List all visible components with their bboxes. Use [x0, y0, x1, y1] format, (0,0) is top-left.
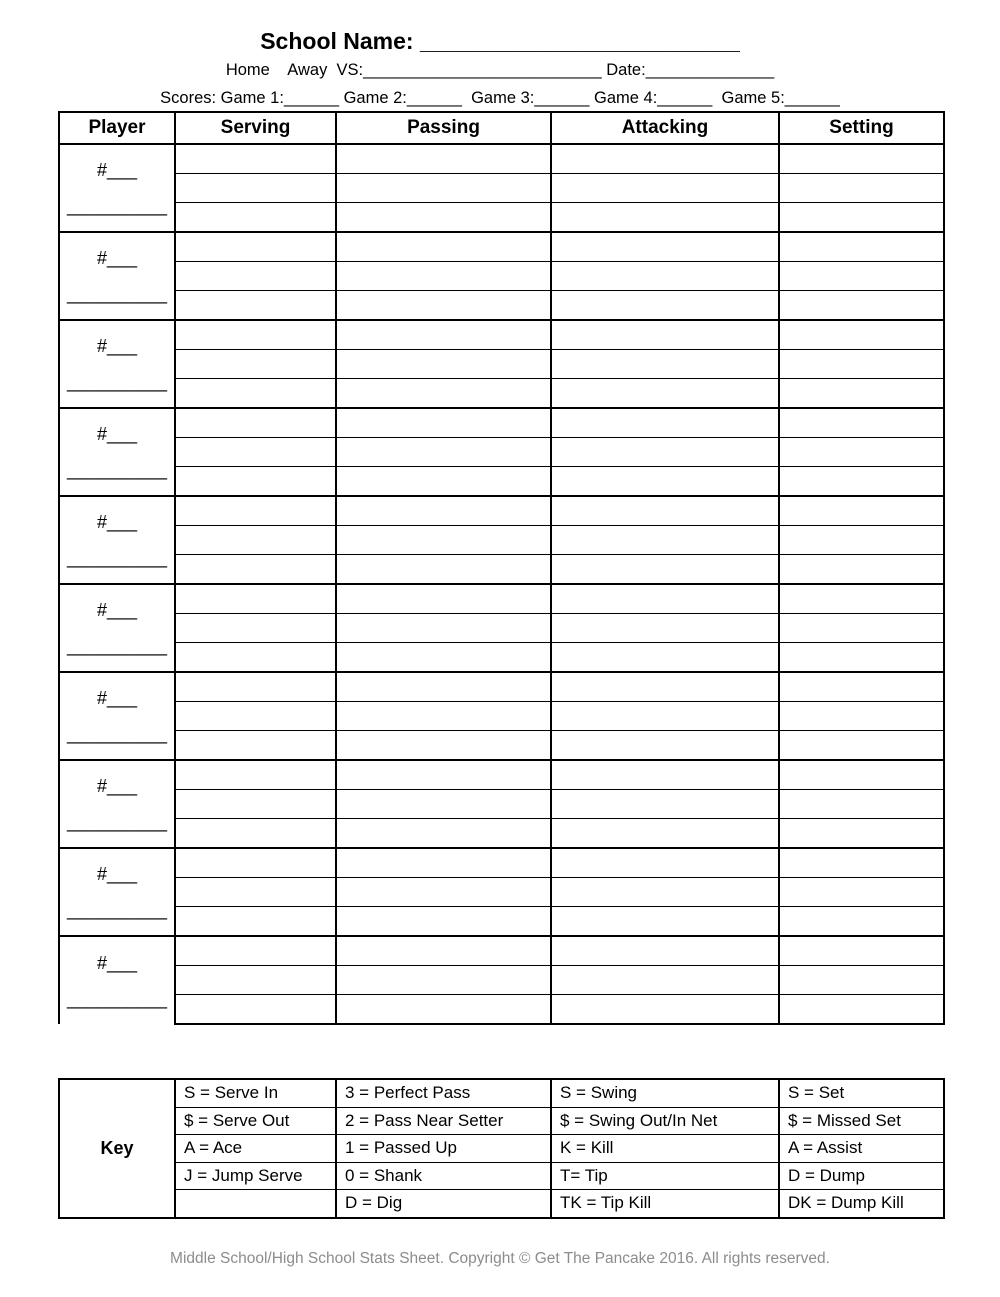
serving-entry-cell[interactable] [175, 878, 336, 907]
setting-entry-cell[interactable] [779, 995, 944, 1025]
attacking-entry-cell[interactable] [551, 379, 779, 409]
serving-entry-cell[interactable] [175, 643, 336, 673]
setting-entry-cell[interactable] [779, 760, 944, 790]
attacking-entry-cell[interactable] [551, 320, 779, 350]
player-name-blank[interactable]: __________ [66, 988, 168, 1009]
player-cell[interactable] [59, 320, 175, 408]
passing-entry-cell[interactable] [336, 702, 551, 731]
setting-entry-cell[interactable] [779, 262, 944, 291]
column-header-attacking: Attacking [551, 112, 779, 144]
setting-entry-cell[interactable] [779, 350, 944, 379]
stat-row [59, 203, 944, 233]
player-number-blank[interactable]: #___ [96, 512, 138, 532]
serving-entry-cell[interactable] [175, 760, 336, 790]
passing-entry-cell[interactable] [336, 672, 551, 702]
key-table [58, 1078, 945, 1219]
attacking-entry-cell[interactable] [551, 702, 779, 731]
passing-entry-cell[interactable] [336, 496, 551, 526]
key-passing-entry: 1 = Passed Up [336, 1135, 551, 1163]
setting-entry-cell[interactable] [779, 467, 944, 497]
setting-entry-cell[interactable] [779, 790, 944, 819]
player-number-blank[interactable]: #___ [96, 424, 138, 444]
serving-entry-cell[interactable] [175, 467, 336, 497]
player-number-blank[interactable]: #___ [96, 336, 138, 356]
passing-entry-cell[interactable] [336, 379, 551, 409]
player-number-blank[interactable]: #___ [96, 688, 138, 708]
player-cell[interactable] [59, 760, 175, 848]
serving-entry-cell[interactable] [175, 320, 336, 350]
stat-row [59, 936, 944, 966]
stat-row [59, 291, 944, 321]
setting-entry-cell[interactable] [779, 907, 944, 937]
passing-entry-cell[interactable] [336, 438, 551, 467]
attacking-entry-cell[interactable] [551, 203, 779, 233]
attacking-entry-cell[interactable] [551, 731, 779, 761]
key-setting-entry: A = Assist [779, 1135, 944, 1163]
key-attacking-entry: S = Swing [551, 1079, 779, 1107]
setting-entry-cell[interactable] [779, 702, 944, 731]
setting-entry-cell[interactable] [779, 408, 944, 438]
attacking-entry-cell[interactable] [551, 966, 779, 995]
stat-row [59, 760, 944, 790]
player-cell[interactable] [59, 408, 175, 496]
player-name-blank[interactable]: __________ [66, 812, 168, 832]
setting-entry-cell[interactable] [779, 848, 944, 878]
key-attacking-entry: TK = Tip Kill [551, 1190, 779, 1218]
serving-entry-cell[interactable] [175, 584, 336, 614]
attacking-entry-cell[interactable] [551, 262, 779, 291]
serving-entry-cell[interactable] [175, 614, 336, 643]
serving-entry-cell[interactable] [175, 995, 336, 1025]
stat-row [59, 614, 944, 643]
key-setting-entry: D = Dump [779, 1162, 944, 1190]
key-passing-entry: 0 = Shank [336, 1162, 551, 1190]
setting-entry-cell[interactable] [779, 174, 944, 203]
stat-row [59, 790, 944, 819]
serving-entry-cell[interactable] [175, 966, 336, 995]
setting-entry-cell[interactable] [779, 614, 944, 643]
home-away-date-line: Home Away VS:__________________________ Date:______________ [225, 61, 775, 79]
serving-entry-cell[interactable] [175, 232, 336, 262]
serving-entry-cell[interactable] [175, 702, 336, 731]
passing-entry-cell[interactable] [336, 467, 551, 497]
key-row [59, 1079, 944, 1107]
setting-entry-cell[interactable] [779, 496, 944, 526]
serving-entry-cell[interactable] [175, 936, 336, 966]
stat-row [59, 731, 944, 761]
passing-entry-cell[interactable] [336, 819, 551, 849]
key-serving-entry: S = Serve In [175, 1079, 336, 1107]
passing-entry-cell[interactable] [336, 174, 551, 203]
stat-row [59, 262, 944, 291]
passing-entry-cell[interactable] [336, 291, 551, 321]
passing-entry-cell[interactable] [336, 848, 551, 878]
player-cell[interactable] [59, 232, 175, 320]
key-serving-entry: A = Ace [175, 1135, 336, 1163]
serving-entry-cell[interactable] [175, 790, 336, 819]
setting-entry-cell[interactable] [779, 555, 944, 585]
game-scores-line: Scores: Game 1:______ Game 2:______ Game 3:______ Game 4:______ Game 5:______ [160, 89, 840, 107]
player-cell[interactable] [59, 584, 175, 672]
serving-entry-cell[interactable] [175, 526, 336, 555]
attacking-entry-cell[interactable] [551, 848, 779, 878]
attacking-entry-cell[interactable] [551, 232, 779, 262]
stat-row [59, 966, 944, 995]
serving-entry-cell[interactable] [175, 379, 336, 409]
player-name-blank[interactable]: __________ [66, 724, 168, 744]
attacking-entry-cell[interactable] [551, 995, 779, 1025]
key-attacking-entry: $ = Swing Out/In Net [551, 1107, 779, 1135]
key-row [59, 1107, 944, 1135]
key-attacking-entry: T= Tip [551, 1162, 779, 1190]
key-label: Key [59, 1079, 175, 1218]
passing-entry-cell[interactable] [336, 144, 551, 174]
setting-entry-cell[interactable] [779, 584, 944, 614]
passing-entry-cell[interactable] [336, 731, 551, 761]
attacking-entry-cell[interactable] [551, 291, 779, 321]
passing-entry-cell[interactable] [336, 614, 551, 643]
setting-entry-cell[interactable] [779, 438, 944, 467]
attacking-entry-cell[interactable] [551, 144, 779, 174]
passing-entry-cell[interactable] [336, 526, 551, 555]
key-row [59, 1135, 944, 1163]
player-cell[interactable] [59, 936, 175, 1024]
setting-entry-cell[interactable] [779, 966, 944, 995]
passing-entry-cell[interactable] [336, 643, 551, 673]
player-number-blank[interactable]: #___ [96, 776, 138, 796]
player-name-blank[interactable]: __________ [66, 284, 168, 304]
serving-entry-cell[interactable] [175, 672, 336, 702]
key-serving-entry: J = Jump Serve [175, 1162, 336, 1190]
stat-row [59, 438, 944, 467]
player-name-blank[interactable]: __________ [66, 900, 168, 920]
player-number-blank[interactable]: #___ [96, 864, 138, 884]
serving-entry-cell[interactable] [175, 438, 336, 467]
stat-row [59, 584, 944, 614]
player-number-blank[interactable]: #___ [96, 160, 138, 180]
stats-header-row [59, 112, 944, 144]
column-header-player: Player [59, 112, 175, 144]
setting-entry-cell[interactable] [779, 672, 944, 702]
school-name-title: School Name: _________________________ [260, 28, 740, 54]
player-name-blank[interactable]: __________ [66, 548, 168, 568]
setting-entry-cell[interactable] [779, 936, 944, 966]
attacking-entry-cell[interactable] [551, 526, 779, 555]
stat-row [59, 496, 944, 526]
key-passing-entry: 2 = Pass Near Setter [336, 1107, 551, 1135]
attacking-entry-cell[interactable] [551, 672, 779, 702]
stat-row [59, 643, 944, 673]
serving-entry-cell[interactable] [175, 350, 336, 379]
player-cell[interactable] [59, 672, 175, 760]
passing-entry-cell[interactable] [336, 790, 551, 819]
attacking-entry-cell[interactable] [551, 790, 779, 819]
serving-entry-cell[interactable] [175, 819, 336, 849]
stat-row [59, 878, 944, 907]
serving-entry-cell[interactable] [175, 144, 336, 174]
player-name-blank[interactable]: __________ [66, 372, 168, 392]
player-name-blank[interactable]: __________ [66, 196, 168, 216]
stat-row [59, 320, 944, 350]
serving-entry-cell[interactable] [175, 203, 336, 233]
attacking-entry-cell[interactable] [551, 496, 779, 526]
passing-entry-cell[interactable] [336, 203, 551, 233]
serving-entry-cell[interactable] [175, 555, 336, 585]
attacking-entry-cell[interactable] [551, 438, 779, 467]
stats-body [59, 144, 944, 1024]
setting-entry-cell[interactable] [779, 291, 944, 321]
stat-row [59, 144, 944, 174]
stat-row [59, 907, 944, 937]
serving-entry-cell[interactable] [175, 907, 336, 937]
attacking-entry-cell[interactable] [551, 350, 779, 379]
passing-entry-cell[interactable] [336, 907, 551, 937]
setting-entry-cell[interactable] [779, 731, 944, 761]
stat-row [59, 350, 944, 379]
setting-entry-cell[interactable] [779, 203, 944, 233]
passing-entry-cell[interactable] [336, 320, 551, 350]
setting-entry-cell[interactable] [779, 320, 944, 350]
stat-row [59, 702, 944, 731]
player-number-blank[interactable]: #___ [96, 952, 138, 973]
passing-entry-cell[interactable] [336, 760, 551, 790]
key-attacking-entry: K = Kill [551, 1135, 779, 1163]
serving-entry-cell[interactable] [175, 291, 336, 321]
key-serving-entry [175, 1190, 336, 1218]
setting-entry-cell[interactable] [779, 379, 944, 409]
player-cell[interactable] [59, 144, 175, 232]
player-cell[interactable] [59, 848, 175, 936]
serving-entry-cell[interactable] [175, 174, 336, 203]
stat-row [59, 467, 944, 497]
passing-entry-cell[interactable] [336, 936, 551, 966]
attacking-entry-cell[interactable] [551, 555, 779, 585]
attacking-entry-cell[interactable] [551, 614, 779, 643]
attacking-entry-cell[interactable] [551, 408, 779, 438]
player-name-blank[interactable]: __________ [66, 636, 168, 656]
player-number-blank[interactable]: #___ [96, 248, 138, 268]
stat-row [59, 848, 944, 878]
key-setting-entry: S = Set [779, 1079, 944, 1107]
attacking-entry-cell[interactable] [551, 936, 779, 966]
passing-entry-cell[interactable] [336, 995, 551, 1025]
key-setting-entry: DK = Dump Kill [779, 1190, 944, 1218]
key-row [59, 1190, 944, 1218]
player-cell[interactable] [59, 496, 175, 584]
column-header-passing: Passing [336, 112, 551, 144]
attacking-entry-cell[interactable] [551, 819, 779, 849]
stat-row [59, 555, 944, 585]
passing-entry-cell[interactable] [336, 232, 551, 262]
passing-entry-cell[interactable] [336, 350, 551, 379]
key-passing-entry: D = Dig [336, 1190, 551, 1218]
passing-entry-cell[interactable] [336, 584, 551, 614]
column-header-setting: Setting [779, 112, 944, 144]
stat-row [59, 379, 944, 409]
key-serving-entry: $ = Serve Out [175, 1107, 336, 1135]
attacking-entry-cell[interactable] [551, 878, 779, 907]
copyright-footer: Middle School/High School Stats Sheet. Copyright © Get The Pancake 2016. All rights reserved. [170, 1250, 830, 1267]
player-name-blank[interactable]: __________ [66, 460, 168, 480]
stats-table [58, 111, 945, 1025]
column-header-serving: Serving [175, 112, 336, 144]
stat-row [59, 672, 944, 702]
stat-row [59, 995, 944, 1025]
attacking-entry-cell[interactable] [551, 643, 779, 673]
passing-entry-cell[interactable] [336, 878, 551, 907]
stat-row [59, 526, 944, 555]
stat-row [59, 174, 944, 203]
setting-entry-cell[interactable] [779, 643, 944, 673]
passing-entry-cell[interactable] [336, 966, 551, 995]
serving-entry-cell[interactable] [175, 496, 336, 526]
stat-row [59, 819, 944, 849]
setting-entry-cell[interactable] [779, 144, 944, 174]
stat-row [59, 232, 944, 262]
stat-row [59, 408, 944, 438]
serving-entry-cell[interactable] [175, 731, 336, 761]
setting-entry-cell[interactable] [779, 878, 944, 907]
attacking-entry-cell[interactable] [551, 467, 779, 497]
attacking-entry-cell[interactable] [551, 760, 779, 790]
key-setting-entry: $ = Missed Set [779, 1107, 944, 1135]
serving-entry-cell[interactable] [175, 848, 336, 878]
key-passing-entry: 3 = Perfect Pass [336, 1079, 551, 1107]
serving-entry-cell[interactable] [175, 262, 336, 291]
attacking-entry-cell[interactable] [551, 907, 779, 937]
serving-entry-cell[interactable] [175, 408, 336, 438]
player-number-blank[interactable]: #___ [96, 600, 138, 620]
setting-entry-cell[interactable] [779, 819, 944, 849]
setting-entry-cell[interactable] [779, 232, 944, 262]
attacking-entry-cell[interactable] [551, 584, 779, 614]
attacking-entry-cell[interactable] [551, 174, 779, 203]
key-row [59, 1162, 944, 1190]
passing-entry-cell[interactable] [336, 408, 551, 438]
passing-entry-cell[interactable] [336, 555, 551, 585]
passing-entry-cell[interactable] [336, 262, 551, 291]
setting-entry-cell[interactable] [779, 526, 944, 555]
